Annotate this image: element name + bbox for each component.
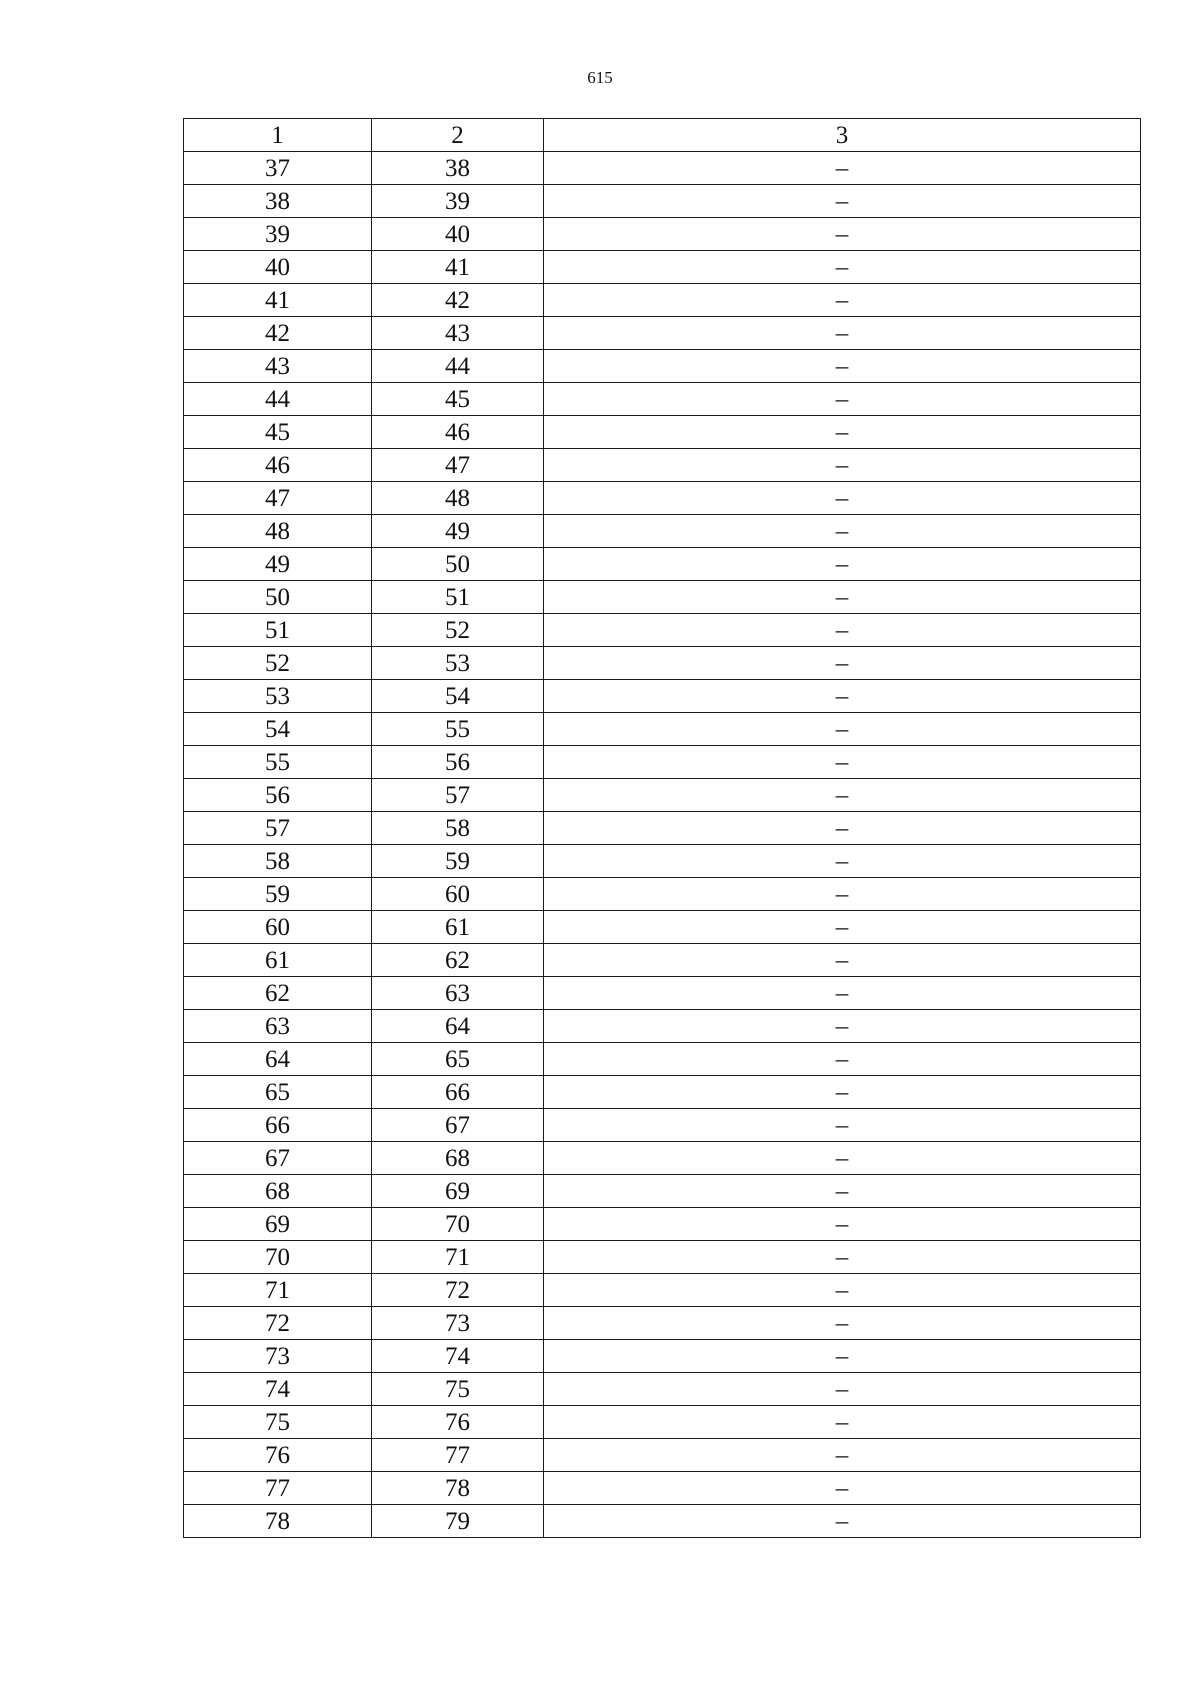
- table-row: [184, 1043, 1141, 1076]
- table-cell-col-2: 75: [372, 1373, 544, 1406]
- table-cell-col-1: 65: [184, 1076, 372, 1109]
- table-row: [184, 614, 1141, 647]
- table-cell-col-2: 40: [372, 218, 544, 251]
- table-row: [184, 251, 1141, 284]
- table-cell-col-1: 53: [184, 680, 372, 713]
- table-row: [184, 218, 1141, 251]
- table-cell-col-2: 70: [372, 1208, 544, 1241]
- table-row: [184, 944, 1141, 977]
- table-cell-col-2: 42: [372, 284, 544, 317]
- table-cell-col-1: 46: [184, 449, 372, 482]
- table-body: [184, 152, 1141, 1538]
- table-row: [184, 878, 1141, 911]
- table-cell-col-1: 67: [184, 1142, 372, 1175]
- table-row: [184, 1307, 1141, 1340]
- table-cell-col-2: 39: [372, 185, 544, 218]
- table-cell-col-1: 51: [184, 614, 372, 647]
- table-cell-col-1: 49: [184, 548, 372, 581]
- table-cell-col-3: –: [544, 1505, 1141, 1538]
- table-row: [184, 1505, 1141, 1538]
- table-cell-col-1: 77: [184, 1472, 372, 1505]
- table-cell-col-1: 42: [184, 317, 372, 350]
- table-cell-col-1: 71: [184, 1274, 372, 1307]
- table-row: [184, 1142, 1141, 1175]
- table-row: [184, 515, 1141, 548]
- table-cell-col-3: –: [544, 1472, 1141, 1505]
- table-cell-col-2: 56: [372, 746, 544, 779]
- table-cell-col-2: 74: [372, 1340, 544, 1373]
- table-cell-col-3: –: [544, 779, 1141, 812]
- table-row: [184, 680, 1141, 713]
- table-cell-col-1: 63: [184, 1010, 372, 1043]
- table-row: [184, 812, 1141, 845]
- table-cell-col-2: 50: [372, 548, 544, 581]
- table-cell-col-3: –: [544, 251, 1141, 284]
- table-cell-col-2: 41: [372, 251, 544, 284]
- table-cell-col-1: 38: [184, 185, 372, 218]
- table-row: [184, 1109, 1141, 1142]
- table-cell-col-2: 57: [372, 779, 544, 812]
- table-cell-col-2: 45: [372, 383, 544, 416]
- table-row: [184, 350, 1141, 383]
- table-cell-col-3: –: [544, 515, 1141, 548]
- column-header-2: 2: [372, 119, 544, 152]
- table-row: [184, 845, 1141, 878]
- page-number: 615: [587, 68, 613, 87]
- table-cell-col-1: 74: [184, 1373, 372, 1406]
- table-cell-col-2: 68: [372, 1142, 544, 1175]
- table-cell-col-2: 79: [372, 1505, 544, 1538]
- table-cell-col-2: 63: [372, 977, 544, 1010]
- table-cell-col-1: 68: [184, 1175, 372, 1208]
- table-cell-col-3: –: [544, 746, 1141, 779]
- table-cell-col-3: –: [544, 1043, 1141, 1076]
- table-cell-col-2: 49: [372, 515, 544, 548]
- table-cell-col-2: 60: [372, 878, 544, 911]
- table-cell-col-3: –: [544, 680, 1141, 713]
- table-cell-col-3: –: [544, 1340, 1141, 1373]
- table-cell-col-2: 65: [372, 1043, 544, 1076]
- table-cell-col-2: 76: [372, 1406, 544, 1439]
- table-cell-col-3: –: [544, 713, 1141, 746]
- table-cell-col-3: –: [544, 1010, 1141, 1043]
- table-cell-col-1: 50: [184, 581, 372, 614]
- table-row: [184, 1241, 1141, 1274]
- table-cell-col-3: –: [544, 482, 1141, 515]
- data-table: [183, 118, 1141, 1538]
- table-cell-col-2: 46: [372, 416, 544, 449]
- table-cell-col-1: 45: [184, 416, 372, 449]
- table-cell-col-1: 41: [184, 284, 372, 317]
- table-cell-col-3: –: [544, 449, 1141, 482]
- table-cell-col-1: 52: [184, 647, 372, 680]
- table-row: [184, 1175, 1141, 1208]
- table-cell-col-2: 61: [372, 911, 544, 944]
- table-cell-col-3: –: [544, 581, 1141, 614]
- table-row: [184, 284, 1141, 317]
- table-cell-col-3: –: [544, 1076, 1141, 1109]
- table-cell-col-3: –: [544, 878, 1141, 911]
- table-cell-col-1: 78: [184, 1505, 372, 1538]
- table-cell-col-3: –: [544, 1142, 1141, 1175]
- table-cell-col-1: 59: [184, 878, 372, 911]
- table-cell-col-3: –: [544, 1274, 1141, 1307]
- table-row: [184, 548, 1141, 581]
- table-cell-col-1: 75: [184, 1406, 372, 1439]
- table-row: [184, 1208, 1141, 1241]
- header-row: [184, 119, 1141, 152]
- table-cell-col-2: 66: [372, 1076, 544, 1109]
- table-cell-col-3: –: [544, 1373, 1141, 1406]
- table-cell-col-2: 73: [372, 1307, 544, 1340]
- table-row: [184, 1472, 1141, 1505]
- table-row: [184, 1439, 1141, 1472]
- table-cell-col-3: –: [544, 152, 1141, 185]
- table-cell-col-2: 47: [372, 449, 544, 482]
- table-row: [184, 779, 1141, 812]
- table-cell-col-3: –: [544, 1439, 1141, 1472]
- table-cell-col-3: –: [544, 1406, 1141, 1439]
- table-cell-col-2: 64: [372, 1010, 544, 1043]
- table-cell-col-3: –: [544, 383, 1141, 416]
- column-header-3: 3: [544, 119, 1141, 152]
- table-row: [184, 977, 1141, 1010]
- table-row: [184, 581, 1141, 614]
- table-cell-col-1: 61: [184, 944, 372, 977]
- table-cell-col-3: –: [544, 1109, 1141, 1142]
- table-cell-col-2: 71: [372, 1241, 544, 1274]
- table-cell-col-3: –: [544, 812, 1141, 845]
- table-cell-col-3: –: [544, 647, 1141, 680]
- table-cell-col-3: –: [544, 845, 1141, 878]
- table-cell-col-1: 48: [184, 515, 372, 548]
- table-cell-col-3: –: [544, 1241, 1141, 1274]
- table-cell-col-3: –: [544, 548, 1141, 581]
- table-cell-col-3: –: [544, 1208, 1141, 1241]
- table-cell-col-1: 72: [184, 1307, 372, 1340]
- table-cell-col-2: 77: [372, 1439, 544, 1472]
- table-row: [184, 1340, 1141, 1373]
- table-cell-col-1: 37: [184, 152, 372, 185]
- table-cell-col-2: 67: [372, 1109, 544, 1142]
- table-row: [184, 647, 1141, 680]
- table-cell-col-1: 69: [184, 1208, 372, 1241]
- table-cell-col-1: 60: [184, 911, 372, 944]
- table-cell-col-1: 70: [184, 1241, 372, 1274]
- table-cell-col-3: –: [544, 416, 1141, 449]
- table-cell-col-1: 44: [184, 383, 372, 416]
- table-cell-col-3: –: [544, 284, 1141, 317]
- table-cell-col-2: 52: [372, 614, 544, 647]
- table-cell-col-1: 58: [184, 845, 372, 878]
- table-cell-col-1: 40: [184, 251, 372, 284]
- table-cell-col-3: –: [544, 185, 1141, 218]
- table-cell-col-1: 66: [184, 1109, 372, 1142]
- table-cell-col-2: 53: [372, 647, 544, 680]
- table-cell-col-2: 59: [372, 845, 544, 878]
- table-row: [184, 1406, 1141, 1439]
- table-cell-col-1: 73: [184, 1340, 372, 1373]
- table-row: [184, 383, 1141, 416]
- table-cell-col-1: 47: [184, 482, 372, 515]
- table-cell-col-2: 51: [372, 581, 544, 614]
- table-cell-col-1: 62: [184, 977, 372, 1010]
- table-cell-col-3: –: [544, 218, 1141, 251]
- table-cell-col-2: 44: [372, 350, 544, 383]
- table-row: [184, 1373, 1141, 1406]
- table-row: [184, 1274, 1141, 1307]
- table-row: [184, 185, 1141, 218]
- column-header-1: 1: [184, 119, 372, 152]
- table-cell-col-3: –: [544, 1307, 1141, 1340]
- table-row: [184, 746, 1141, 779]
- table-cell-col-3: –: [544, 350, 1141, 383]
- table-cell-col-2: 69: [372, 1175, 544, 1208]
- table-cell-col-1: 43: [184, 350, 372, 383]
- table-cell-col-1: 55: [184, 746, 372, 779]
- table-cell-col-1: 54: [184, 713, 372, 746]
- table-cell-col-3: –: [544, 614, 1141, 647]
- table-cell-col-2: 78: [372, 1472, 544, 1505]
- table-cell-col-1: 76: [184, 1439, 372, 1472]
- table-row: [184, 713, 1141, 746]
- table-cell-col-1: 56: [184, 779, 372, 812]
- table-row: [184, 911, 1141, 944]
- table-row: [184, 152, 1141, 185]
- table-cell-col-1: 64: [184, 1043, 372, 1076]
- table-row: [184, 1076, 1141, 1109]
- table-header: [184, 119, 1141, 152]
- table-cell-col-2: 55: [372, 713, 544, 746]
- table-cell-col-3: –: [544, 317, 1141, 350]
- table-cell-col-3: –: [544, 944, 1141, 977]
- table-cell-col-3: –: [544, 1175, 1141, 1208]
- table-row: [184, 1010, 1141, 1043]
- table-cell-col-1: 57: [184, 812, 372, 845]
- table-cell-col-3: –: [544, 911, 1141, 944]
- table-row: [184, 317, 1141, 350]
- table-row: [184, 416, 1141, 449]
- table-cell-col-2: 62: [372, 944, 544, 977]
- table-cell-col-2: 43: [372, 317, 544, 350]
- table-cell-col-2: 72: [372, 1274, 544, 1307]
- table-cell-col-2: 38: [372, 152, 544, 185]
- table-cell-col-2: 58: [372, 812, 544, 845]
- table-cell-col-1: 39: [184, 218, 372, 251]
- table-cell-col-2: 54: [372, 680, 544, 713]
- table-cell-col-2: 48: [372, 482, 544, 515]
- table-row: [184, 449, 1141, 482]
- table-row: [184, 482, 1141, 515]
- table-cell-col-3: –: [544, 977, 1141, 1010]
